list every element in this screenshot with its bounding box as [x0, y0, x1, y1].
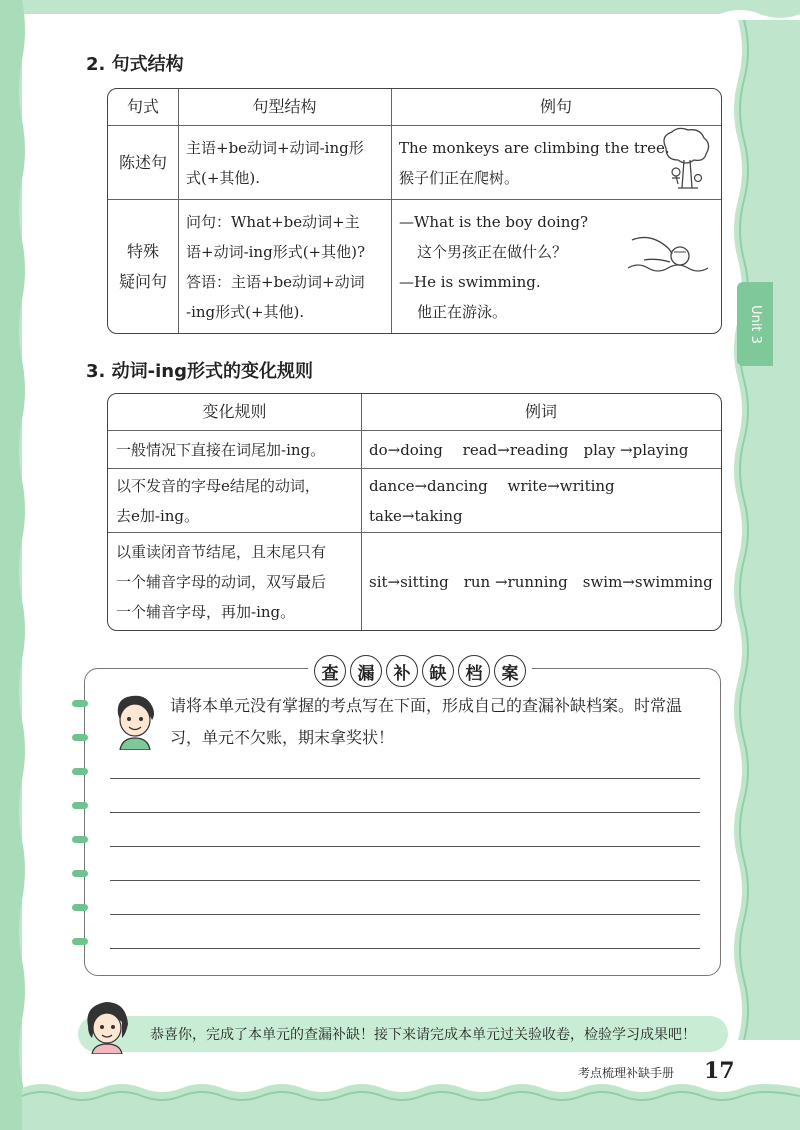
examples-line: do→doing read→reading play →playing [369, 441, 689, 459]
swimming-boy-illustration [626, 232, 710, 278]
header-cell: 句型结构 [252, 97, 317, 116]
table-header-row [108, 89, 721, 125]
section-2-title: 2. 句式结构 [86, 54, 184, 75]
rule-cell [108, 469, 361, 533]
writing-line[interactable] [110, 948, 700, 949]
archive-title-char: 缺 [422, 655, 454, 687]
archive-title-char: 案 [494, 655, 526, 687]
structure-line: 答语：主语+be动词+动词 [186, 273, 365, 291]
header-cell: 句式 [126, 97, 159, 116]
book-name: 考点梳理补缺手册 [578, 1066, 675, 1080]
sentence-type: 陈述句 [118, 153, 167, 172]
writing-line[interactable] [110, 914, 700, 915]
writing-line[interactable] [110, 846, 700, 847]
structure-cell [178, 200, 391, 334]
rule-line: 以不发音的字母e结尾的动词， [116, 477, 320, 495]
example-line: —What is the boy doing? [399, 213, 589, 231]
structure-line: 主语+be动词+动词-ing形 [186, 139, 364, 157]
table-header-row [108, 394, 721, 430]
sentence-type-line: 特殊 [126, 242, 159, 261]
structure-cell [178, 126, 391, 200]
archive-instruction: 请将本单元没有掌握的考点写在下面，形成自己的查漏补缺档案。时常温习，单元不欠账，期末拿奖状！ [170, 696, 683, 747]
sentence-type [108, 200, 178, 334]
structure-line: 问句：What+be动词+主 [186, 213, 360, 231]
examples-line: sit→sitting run →running swim→swimming [369, 573, 713, 591]
examples-cell [361, 533, 721, 631]
page-number: 17 [704, 1058, 735, 1084]
writing-line[interactable] [110, 880, 700, 881]
section-3-title: 3. 动词-ing形式的变化规则 [86, 361, 313, 382]
header-cell: 例词 [524, 402, 557, 421]
examples-line: take→taking [369, 507, 463, 525]
header-cell: 例句 [539, 97, 572, 116]
header-cell: 变化规则 [202, 402, 267, 421]
unit-tab: Unit 3 [737, 282, 773, 366]
structure-line: 语+动词-ing形式(+其他)? [186, 243, 366, 261]
archive-title-char: 漏 [350, 655, 382, 687]
examples-cell [361, 469, 721, 533]
girl-avatar-icon [82, 998, 132, 1054]
rule-line: 一个辅音字母，再加-ing。 [116, 603, 296, 621]
rule-cell [108, 431, 361, 469]
student-avatar-icon [112, 692, 158, 750]
example-line: The monkeys are climbing the tree. [399, 139, 670, 157]
archive-title [308, 655, 532, 685]
example-line: 他正在游泳。 [417, 303, 508, 321]
examples-line: dance→dancing write→writing [369, 477, 615, 495]
rule-line: 一个辅音字母的动词，双写最后 [116, 573, 327, 591]
rule-line: 以重读闭音节结尾，且末尾只有 [116, 543, 327, 561]
structure-line: 式(+其他). [186, 169, 261, 187]
table-row [108, 125, 721, 200]
writing-line[interactable] [110, 812, 700, 813]
table-row [108, 468, 721, 533]
rule-line: 去e加-ing。 [116, 507, 200, 525]
table-row [108, 430, 721, 469]
rule-cell [108, 533, 361, 631]
table-row [108, 532, 721, 631]
ing-rules-table [107, 393, 722, 631]
examples-cell [361, 431, 721, 469]
archive-title-char: 查 [314, 655, 346, 687]
example-line: 这个男孩正在做什么？ [417, 243, 568, 261]
structure-line: -ing形式(+其他). [186, 303, 305, 321]
example-line: 猴子们正在爬树。 [399, 169, 520, 187]
archive-title-char: 档 [458, 655, 490, 687]
rule-line: 一般情况下直接在词尾加-ing。 [116, 441, 326, 459]
archive-title-char: 补 [386, 655, 418, 687]
monkey-tree-illustration [656, 126, 714, 192]
sentence-type-line: 疑问句 [118, 272, 167, 291]
example-line: —He is swimming. [399, 273, 541, 291]
sentence-structure-table [107, 88, 722, 334]
bottom-message: 恭喜你，完成了本单元的查漏补缺！接下来请完成本单元过关验收卷，检验学习成果吧！ [150, 1027, 696, 1043]
writing-line[interactable] [110, 778, 700, 779]
